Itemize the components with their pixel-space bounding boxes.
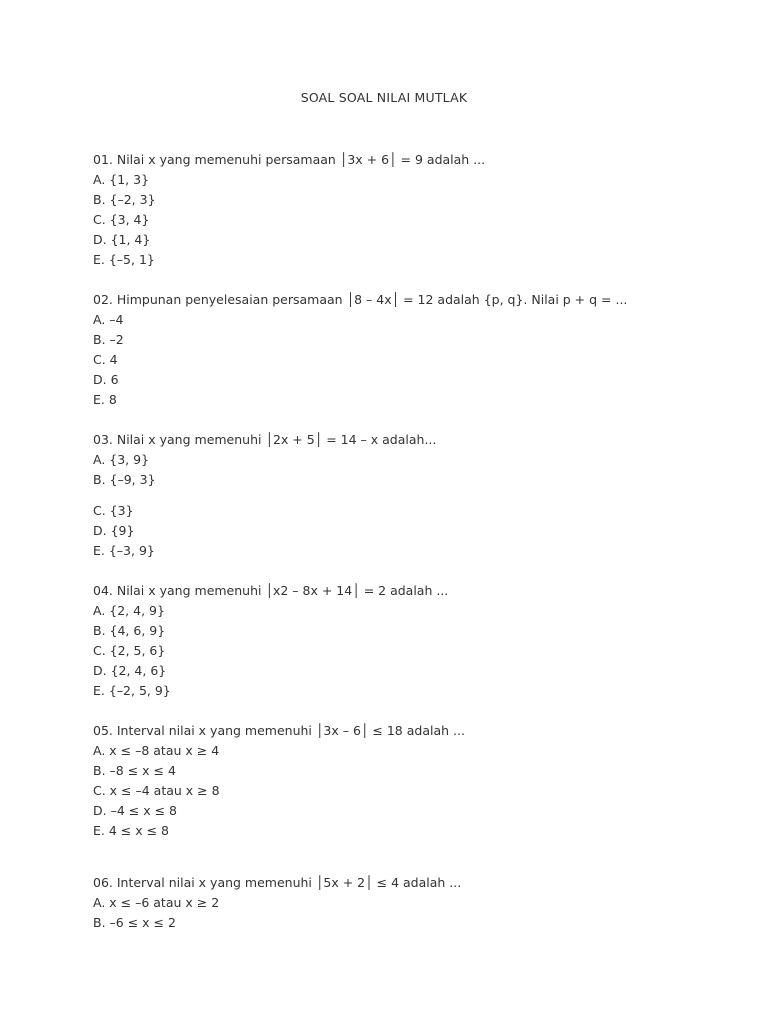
option-d: D. 6 (93, 372, 119, 387)
option-d: D. –4 ≤ x ≤ 8 (93, 803, 177, 818)
option-c: C. 4 (93, 352, 118, 367)
option-a: A. –4 (93, 312, 124, 327)
question-01 (93, 150, 733, 270)
question-stem: 02. Himpunan penyelesaian persamaan │8 – 4x│ = 12 adalah {p, q}. Nilai p + q = ... (93, 292, 628, 307)
option-d: D. {9} (93, 523, 135, 538)
question-stem: 04. Nilai x yang memenuhi │x2 – 8x + 14│ = 2 adalah ... (93, 583, 449, 598)
option-b: B. –6 ≤ x ≤ 2 (93, 915, 176, 930)
option-b: B. {–2, 3} (93, 192, 156, 207)
option-e: E. {–2, 5, 9} (93, 683, 171, 698)
option-c: C. x ≤ –4 atau x ≥ 8 (93, 783, 220, 798)
option-e: E. {–3, 9} (93, 543, 155, 558)
option-a: A. {2, 4, 9} (93, 603, 165, 618)
option-b: B. {4, 6, 9} (93, 623, 166, 638)
page-title: SOAL SOAL NILAI MUTLAK (300, 90, 468, 105)
question-03 (93, 430, 733, 561)
question-stem: 05. Interval nilai x yang memenuhi │3x – 6│ ≤ 18 adalah ... (93, 723, 465, 738)
option-e: E. {–5, 1} (93, 252, 155, 267)
question-stem: 03. Nilai x yang memenuhi │2x + 5│ = 14 – x adalah... (93, 432, 437, 447)
option-b: B. {–9, 3} (93, 472, 156, 487)
question-list (93, 150, 733, 933)
option-a: A. x ≤ –6 atau x ≥ 2 (93, 895, 220, 910)
question-02 (93, 290, 733, 410)
question-06 (93, 873, 733, 933)
option-c: C. {3, 4} (93, 212, 150, 227)
option-e: E. 4 ≤ x ≤ 8 (93, 823, 169, 838)
option-d: D. {1, 4} (93, 232, 151, 247)
option-b: B. –2 (93, 332, 124, 347)
option-c: C. {3} (93, 503, 134, 518)
question-stem: 06. Interval nilai x yang memenuhi │5x + 2│ ≤ 4 adalah ... (93, 875, 462, 890)
option-a: A. {1, 3} (93, 172, 150, 187)
question-04 (93, 581, 733, 701)
option-a: A. x ≤ –8 atau x ≥ 4 (93, 743, 220, 758)
option-c: C. {2, 5, 6} (93, 643, 166, 658)
option-d: D. {2, 4, 6} (93, 663, 167, 678)
question-stem: 01. Nilai x yang memenuhi persamaan │3x + 6│ = 9 adalah ... (93, 152, 486, 167)
option-b: B. –8 ≤ x ≤ 4 (93, 763, 176, 778)
option-a: A. {3, 9} (93, 452, 150, 467)
option-e: E. 8 (93, 392, 117, 407)
question-05 (93, 721, 733, 841)
